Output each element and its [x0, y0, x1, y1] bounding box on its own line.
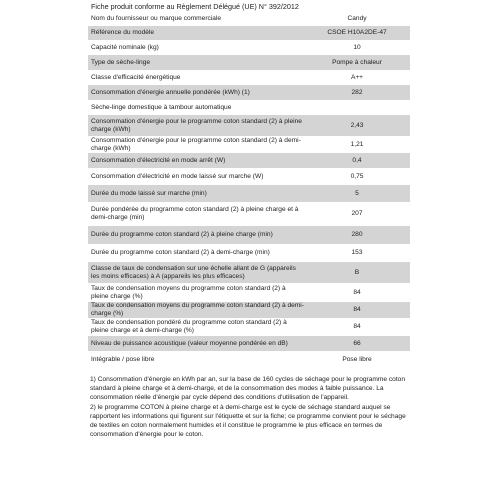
spec-label: Durée du programme coton standard (2) à pleine charge (min) — [91, 231, 273, 239]
spec-value: 0,75 — [350, 172, 364, 180]
spec-row — [88, 136, 410, 153]
spec-value: Pose libre — [342, 355, 372, 363]
spec-row — [88, 115, 410, 136]
spec-label: Niveau de puissance acoustique (valeur moyenne pondérée en dB) — [91, 339, 288, 347]
spec-label: Classe de taux de condensation sur une échelle allant de G (appareils les moins efficaces) à A (appareils les plus efficaces) — [91, 264, 296, 280]
spec-label: Type de sèche-linge — [91, 58, 151, 66]
product-sheet — [88, 2, 410, 440]
spec-row — [88, 318, 410, 336]
spec-label: Intégrable / pose libre — [91, 355, 155, 363]
spec-row — [88, 262, 410, 283]
spec-value: 84 — [353, 306, 361, 314]
footnotes — [88, 375, 408, 439]
spec-label: Référence du modèle — [91, 29, 155, 37]
spec-value: B — [354, 268, 360, 276]
spec-label: Nom du fournisseur ou marque commerciale — [91, 15, 222, 23]
spec-label: Capacité nominale (kg) — [91, 43, 159, 51]
spec-row — [88, 70, 410, 85]
spec-label: Classe d'efficacité énergétique — [91, 73, 181, 81]
spec-value: CSOE H10A2DE-47 — [327, 29, 387, 37]
spec-value: 282 — [351, 88, 363, 96]
spec-label: Sèche-linge domestique à tambour automatique — [91, 103, 232, 111]
spec-value: 153 — [351, 249, 363, 257]
spec-label: Consommation d'énergie annuelle pondérée (kWh) (1) — [91, 88, 250, 96]
spec-label: Consommation d'énergie pour le programme coton standard (2) à demi-charge (kWh) — [91, 136, 301, 152]
spec-row — [88, 336, 410, 351]
spec-value: A++ — [350, 73, 364, 81]
spec-value: 2,43 — [350, 121, 364, 129]
sheet-title: Fiche produit conforme au Règlement Délégué (UE) N° 392/2012 — [91, 2, 299, 11]
spec-row — [88, 40, 410, 55]
spec-label: Durée pondérée du programme coton standard (2) à pleine charge et à demi-charge (min) — [91, 206, 299, 221]
spec-value: 66 — [353, 339, 361, 347]
spec-row — [88, 12, 410, 26]
spec-row — [88, 153, 410, 168]
spec-label: Durée du mode laissé sur marche (min) — [91, 189, 207, 197]
spec-row — [88, 100, 410, 115]
spec-row — [88, 283, 410, 302]
spec-value: 0,4 — [352, 156, 362, 164]
spec-table — [88, 12, 410, 368]
spec-value: 1,21 — [350, 140, 364, 148]
spec-label: Taux de condensation moyens du programme coton standard (2) à demi-charge (%) — [91, 302, 304, 317]
spec-value: 84 — [353, 288, 361, 296]
spec-label: Consommation d'électricité en mode laissé sur marche (W) — [91, 172, 264, 180]
spec-row — [88, 168, 410, 185]
spec-row — [88, 302, 410, 318]
spec-row — [88, 85, 410, 100]
spec-label: Taux de condensation pondéré du programme coton standard (2) à pleine charge et à demi-charge (%) — [91, 319, 287, 334]
spec-label: Durée du programme coton standard (2) à demi-charge (min) — [91, 249, 270, 257]
spec-row — [88, 55, 410, 70]
spec-value: 84 — [353, 323, 361, 331]
spec-label: Consommation d'électricité en mode arrêt (W) — [91, 156, 226, 164]
spec-row — [88, 185, 410, 202]
spec-row — [88, 26, 410, 40]
footnote-1: 1) Consommation d'énergie en kWh par an, sur la base de 160 cycles de séchage pour le programme coton standard à pleine charge et à demi-charge, et de la consommation des modes à faible puissance. La consommation réelle d'énergie par cycle dépend des conditions d'utilisation de l'appareil. — [90, 376, 406, 401]
footnote-2: 2) le programme COTON à pleine charge et à demi-charge est le cycle de séchage standard auquel se rapportent les informations qui figurent sur l'étiquette et sur la fiche; ce programme convient pour le séchage de textiles en coton normalement humides et il constitue le programme le plus efficace en termes de consommation d'énergie pour le coton. — [90, 404, 406, 438]
spec-row — [88, 351, 410, 368]
spec-row — [88, 244, 410, 262]
spec-value: 280 — [351, 231, 363, 239]
spec-row — [88, 202, 410, 226]
spec-value: Pompe à chaleur — [332, 58, 382, 66]
spec-label: Taux de condensation moyens du programme coton standard (2) à pleine charge (%) — [91, 284, 286, 300]
spec-value: 207 — [351, 210, 363, 218]
spec-label: Consommation d'énergie pour le programme coton standard (2) à pleine charge (kWh) — [91, 117, 302, 133]
spec-value: 10 — [353, 43, 361, 51]
spec-row — [88, 226, 410, 244]
spec-value: Candy — [347, 15, 367, 23]
spec-value: 5 — [355, 189, 359, 197]
